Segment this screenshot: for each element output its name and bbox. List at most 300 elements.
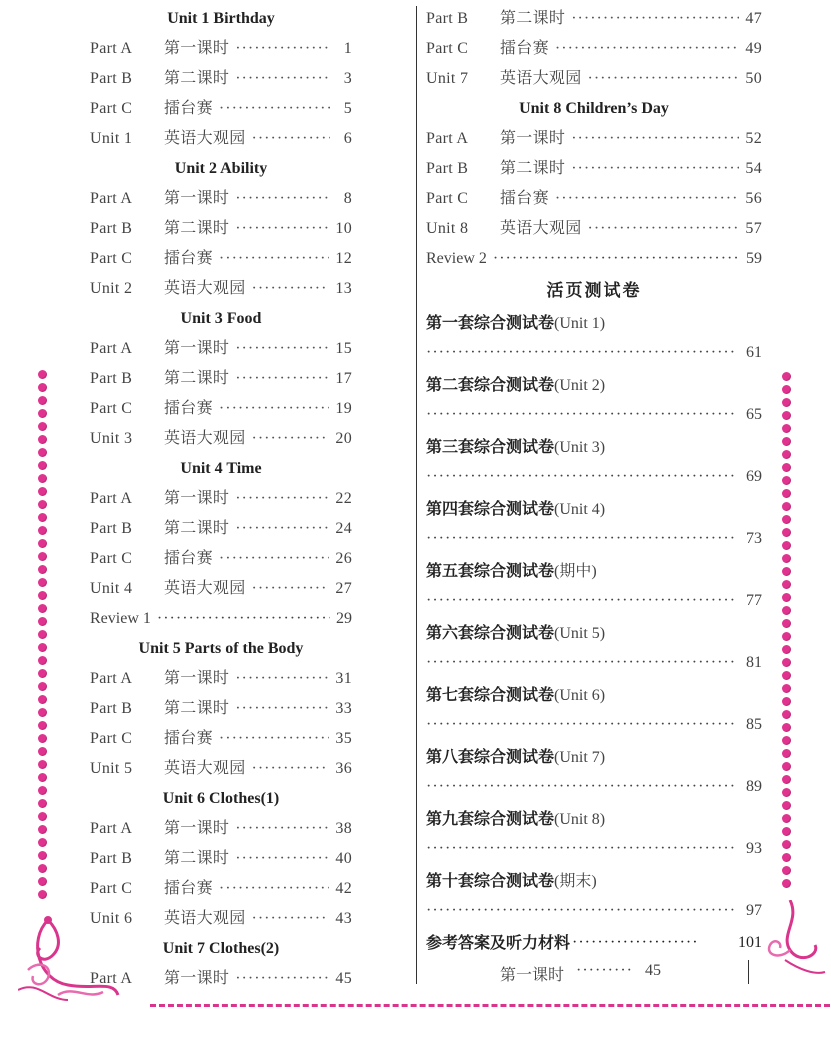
toc-right-column	[426, 4, 762, 958]
test-entry[interactable]	[426, 742, 762, 804]
entry-page: 15	[335, 340, 352, 357]
test-name: 第九套综合测试卷	[426, 809, 555, 828]
entry-page: 47	[745, 10, 762, 27]
leader-dots	[219, 874, 329, 904]
entry-part: Unit 7	[426, 70, 469, 87]
footer-dots: ·········	[576, 962, 633, 979]
toc-entry-u7-3[interactable]	[426, 64, 762, 94]
leader-dots	[252, 424, 330, 454]
test-page: 69	[746, 468, 762, 485]
footer-bar	[748, 960, 749, 984]
test-entry[interactable]	[426, 680, 762, 742]
test-page: 77	[746, 592, 762, 609]
toc-left-column	[90, 4, 352, 994]
toc-entry-u4-1[interactable]	[90, 514, 352, 544]
bead-dot	[38, 409, 47, 418]
entry-title: 第二课时	[164, 220, 230, 237]
leader-dots	[252, 574, 330, 604]
entry-title: 参考答案及听力材料	[426, 933, 571, 952]
leader-dots	[588, 64, 740, 94]
test-title	[426, 866, 762, 896]
test-name: 第七套综合测试卷	[426, 685, 555, 704]
leader-dots	[571, 4, 739, 34]
bead-dot	[38, 643, 47, 652]
toc-entry-u3-0[interactable]	[90, 334, 352, 364]
entry-part: Unit 4	[90, 580, 133, 597]
test-page: 89	[746, 778, 762, 795]
entry-part: Part A	[90, 820, 133, 837]
entry-title: 第一课时	[164, 340, 230, 357]
test-title	[426, 742, 762, 772]
toc-entry-u6-0[interactable]	[90, 814, 352, 844]
leader-dots	[493, 244, 740, 274]
entry-page: 45	[335, 970, 352, 987]
entry-part: Part C	[90, 730, 133, 747]
entry-page: 3	[343, 70, 352, 87]
bead-dot	[782, 775, 791, 784]
bead-dot	[782, 827, 791, 836]
entry-page: 13	[335, 280, 352, 297]
test-page-line	[426, 648, 762, 678]
entry-title: 英语大观园	[500, 220, 582, 237]
footer-page: 45	[644, 962, 661, 979]
entry-part: Unit 1	[90, 130, 133, 147]
test-page: 61	[746, 344, 762, 361]
toc-entry-u2-1[interactable]	[90, 214, 352, 244]
toc-entry-u5-2[interactable]	[90, 724, 352, 754]
entry-title: 第二课时	[164, 520, 230, 537]
toc-entry-u5-0[interactable]	[90, 664, 352, 694]
leader-dots	[235, 964, 329, 994]
bead-dot	[782, 671, 791, 680]
test-unit: (Unit 4)	[554, 501, 606, 518]
toc-entry-review-2[interactable]	[426, 244, 762, 274]
test-unit: (Unit 3)	[554, 439, 606, 456]
bead-dot	[782, 450, 791, 459]
test-unit: (Unit 6)	[554, 687, 606, 704]
bead-dot	[38, 734, 47, 743]
entry-page: 6	[343, 130, 352, 147]
bead-dot	[782, 580, 791, 589]
entry-part: Unit 6	[90, 910, 133, 927]
bead-dot	[38, 682, 47, 691]
leader-dots	[426, 772, 736, 802]
toc-entry-u1-1[interactable]	[90, 64, 352, 94]
test-name: 第二套综合测试卷	[426, 375, 555, 394]
test-page: 65	[746, 406, 762, 423]
toc-entry-u6-1[interactable]	[90, 844, 352, 874]
test-page-line	[426, 896, 762, 926]
toc-entry-u8-3[interactable]	[426, 214, 762, 244]
bead-dot	[38, 500, 47, 509]
entry-part: Part A	[426, 130, 469, 147]
entry-page: 57	[745, 220, 762, 237]
bead-dot	[38, 513, 47, 522]
entry-title: 英语大观园	[164, 130, 246, 147]
bead-dot	[38, 773, 47, 782]
bead-dot	[782, 840, 791, 849]
entry-title: 第一课时	[164, 820, 230, 837]
test-page-line	[426, 586, 762, 616]
test-unit: (Unit 5)	[554, 625, 606, 642]
bead-dot	[38, 370, 47, 379]
test-name: 第五套综合测试卷	[426, 561, 555, 580]
leader-dots	[235, 814, 329, 844]
entry-part: Part B	[90, 700, 133, 717]
leader-dots	[235, 694, 329, 724]
toc-entry-u7-1[interactable]	[426, 4, 762, 34]
bead-dot	[782, 411, 791, 420]
entry-title: 英语大观园	[164, 760, 246, 777]
bead-dot	[782, 385, 791, 394]
entry-page: 12	[335, 250, 352, 267]
bead-dot	[782, 567, 791, 576]
entry-page: 101	[738, 934, 762, 951]
entry-page: 22	[335, 490, 352, 507]
leader-dots	[235, 214, 329, 244]
bead-dot	[38, 812, 47, 821]
toc-entry-u4-2[interactable]	[90, 544, 352, 574]
entry-part: Part A	[90, 40, 133, 57]
entry-page: 42	[335, 880, 352, 897]
test-page-line	[426, 462, 762, 492]
bead-dot	[38, 578, 47, 587]
bead-dot	[38, 656, 47, 665]
unit-heading: Unit 4 Time	[180, 460, 262, 477]
entry-part: Part B	[90, 850, 133, 867]
test-title	[426, 432, 762, 462]
bead-dot	[38, 760, 47, 769]
entry-part: Part A	[90, 190, 133, 207]
entry-page: 38	[335, 820, 352, 837]
toc-entry-u1-0[interactable]	[90, 34, 352, 64]
bead-dot	[782, 541, 791, 550]
entry-page: 17	[335, 370, 352, 387]
test-entry[interactable]	[426, 494, 762, 556]
footer-title: 第一课时	[500, 967, 565, 984]
entry-title: 擂台赛	[164, 250, 213, 267]
toc-entry-u4-3[interactable]	[90, 574, 352, 604]
entry-part: Part A	[90, 340, 133, 357]
bead-dot	[38, 422, 47, 431]
bead-dot	[38, 721, 47, 730]
test-entry[interactable]	[426, 556, 762, 618]
footer-dashed-line	[150, 1004, 830, 1007]
bead-dot	[782, 372, 791, 381]
entry-title: 第一课时	[164, 190, 230, 207]
bead-dot	[782, 788, 791, 797]
leader-dots	[426, 834, 736, 864]
toc-entry-u6-2[interactable]	[90, 874, 352, 904]
test-unit: (Unit 2)	[554, 377, 606, 394]
bead-dot	[38, 617, 47, 626]
entry-title: 英语大观园	[164, 580, 246, 597]
entry-page: 5	[343, 100, 352, 117]
entry-page: 50	[745, 70, 762, 87]
test-page: 85	[746, 716, 762, 733]
test-unit: (期末)	[554, 873, 597, 890]
toc-entry-u2-3[interactable]	[90, 274, 352, 304]
leader-dots	[588, 214, 740, 244]
test-unit: (Unit 7)	[554, 749, 606, 766]
test-title	[426, 556, 762, 586]
entry-part: Part C	[90, 880, 133, 897]
test-entry[interactable]	[426, 618, 762, 680]
test-unit: (Unit 1)	[554, 315, 606, 332]
test-page-line	[426, 400, 762, 430]
entry-page: 20	[335, 430, 352, 447]
entry-part: Part B	[90, 370, 133, 387]
toc-entry-u3-2[interactable]	[90, 394, 352, 424]
test-page-line	[426, 710, 762, 740]
right-swirl-ornament	[760, 900, 830, 980]
entry-title: 擂台赛	[164, 730, 213, 747]
bead-dot	[38, 864, 47, 873]
bead-dot	[782, 853, 791, 862]
entry-page: 56	[745, 190, 762, 207]
entry-title: 英语大观园	[500, 70, 582, 87]
leader-dots	[555, 184, 739, 214]
entry-title: 擂台赛	[500, 190, 549, 207]
left-bead-border	[36, 370, 48, 903]
bead-dot	[38, 630, 47, 639]
bead-dot	[782, 619, 791, 628]
leader-dots	[571, 154, 739, 184]
toc-entry-u1-3[interactable]	[90, 124, 352, 154]
bead-dot	[782, 762, 791, 771]
bead-dot	[782, 801, 791, 810]
bead-dot	[782, 814, 791, 823]
bead-dot	[782, 736, 791, 745]
tests-section-heading: 活页测试卷	[546, 281, 642, 301]
bead-dot	[782, 554, 791, 563]
toc-entry-review[interactable]	[90, 604, 352, 634]
column-divider	[416, 6, 417, 984]
entry-title: 擂台赛	[164, 880, 213, 897]
entry-title: 擂台赛	[164, 550, 213, 567]
leader-dots	[235, 64, 330, 94]
entry-page: 49	[745, 40, 762, 57]
toc-entry-u3-3[interactable]	[90, 424, 352, 454]
bead-dot	[782, 632, 791, 641]
leader-dots	[555, 34, 739, 64]
bead-dot	[38, 669, 47, 678]
bead-dot	[38, 565, 47, 574]
test-title	[426, 618, 762, 648]
toc-entry-u7-2[interactable]	[426, 34, 762, 64]
entry-part: Part B	[90, 520, 133, 537]
bead-dot	[38, 552, 47, 561]
bead-dot	[782, 749, 791, 758]
test-entry[interactable]	[426, 308, 762, 370]
leader-dots	[426, 338, 736, 368]
test-entry[interactable]	[426, 432, 762, 494]
bead-dot	[38, 487, 47, 496]
toc-entry-u4-0[interactable]	[90, 484, 352, 514]
entry-page: 29	[336, 610, 352, 627]
entry-title: 第一课时	[500, 130, 566, 147]
test-page: 97	[746, 902, 762, 919]
entry-title: 英语大观园	[164, 430, 246, 447]
test-page-line	[426, 338, 762, 368]
entry-label: Review 2	[426, 250, 487, 267]
leader-dots	[219, 244, 329, 274]
leader-dots	[235, 484, 329, 514]
bead-dot	[38, 539, 47, 548]
unit-heading: Unit 7 Clothes(2)	[162, 940, 280, 957]
bead-dot	[782, 398, 791, 407]
bead-dot	[782, 879, 791, 888]
entry-title: 第一课时	[164, 490, 230, 507]
entry-part: Part B	[90, 220, 133, 237]
bead-dot	[782, 476, 791, 485]
leader-dots	[235, 184, 330, 214]
toc-entry-u2-0[interactable]	[90, 184, 352, 214]
entry-part: Unit 2	[90, 280, 133, 297]
test-entry[interactable]	[426, 370, 762, 432]
entry-part: Part A	[90, 490, 133, 507]
bead-dot	[782, 866, 791, 875]
unit-heading: Unit 3 Food	[180, 310, 262, 327]
entry-part: Part A	[90, 670, 133, 687]
test-name: 第三套综合测试卷	[426, 437, 555, 456]
entry-part: Part C	[426, 40, 469, 57]
entry-title: 第二课时	[500, 10, 566, 27]
toc-entry-u5-3[interactable]	[90, 754, 352, 784]
leader-dots	[235, 514, 329, 544]
entry-part: Part B	[426, 10, 469, 27]
entry-title: 擂台赛	[164, 400, 213, 417]
bead-dot	[782, 489, 791, 498]
unit-heading: Unit 5 Parts of the Body	[138, 640, 304, 657]
toc-entry-u7-0[interactable]	[90, 964, 352, 994]
entry-title: 英语大观园	[164, 280, 246, 297]
entry-title: 英语大观园	[164, 910, 246, 927]
bead-dot	[782, 684, 791, 693]
leader-dots	[426, 586, 736, 616]
bead-dot	[782, 697, 791, 706]
test-page-line	[426, 524, 762, 554]
entry-title: 第二课时	[500, 160, 566, 177]
bead-dot	[782, 515, 791, 524]
unit-heading: Unit 8 Children’s Day	[519, 100, 669, 117]
bead-dot	[782, 437, 791, 446]
entry-part: Unit 3	[90, 430, 133, 447]
leader-dots	[571, 124, 739, 154]
test-page-line	[426, 772, 762, 802]
toc-entry-u8-2[interactable]	[426, 184, 762, 214]
entry-label: Review 1	[90, 610, 151, 627]
entry-page: 52	[745, 130, 762, 147]
toc-entry-u6-3[interactable]	[90, 904, 352, 934]
entry-part: Part A	[90, 970, 133, 987]
leader-dots	[157, 604, 330, 634]
leader-dots	[235, 34, 330, 64]
test-entry[interactable]	[426, 866, 762, 928]
entry-part: Part B	[90, 70, 133, 87]
leader-dots	[426, 462, 736, 492]
leader-dots	[219, 394, 329, 424]
bead-dot	[782, 606, 791, 615]
bead-dot	[38, 591, 47, 600]
leader-dots	[426, 648, 736, 678]
bead-dot	[782, 645, 791, 654]
leader-dots	[235, 844, 329, 874]
bead-dot	[38, 747, 47, 756]
toc-entry-u5-1[interactable]	[90, 694, 352, 724]
bead-dot	[782, 463, 791, 472]
bead-dot	[38, 435, 47, 444]
test-title	[426, 370, 762, 400]
test-page: 73	[746, 530, 762, 547]
leader-dots	[426, 710, 736, 740]
test-name: 第八套综合测试卷	[426, 747, 555, 766]
bead-dot	[782, 593, 791, 602]
unit-heading: Unit 2 Ability	[174, 160, 268, 177]
bead-dot	[38, 526, 47, 535]
entry-page: 40	[335, 850, 352, 867]
bead-dot	[38, 396, 47, 405]
toc-entry-u8-0[interactable]	[426, 124, 762, 154]
entry-title: 第一课时	[164, 40, 230, 57]
entry-part: Unit 5	[90, 760, 133, 777]
entry-part: Part C	[90, 250, 133, 267]
entry-page: 35	[335, 730, 352, 747]
test-entry[interactable]	[426, 804, 762, 866]
entry-page: 36	[335, 760, 352, 777]
test-unit: (期中)	[554, 563, 597, 580]
toc-entry-u8-1[interactable]	[426, 154, 762, 184]
bead-dot	[782, 528, 791, 537]
leader-dots	[252, 124, 330, 154]
entry-part: Part C	[426, 190, 469, 207]
bead-dot	[782, 658, 791, 667]
page-footer	[500, 962, 661, 985]
entry-part: Part B	[426, 160, 469, 177]
entry-title: 第二课时	[164, 70, 230, 87]
bead-dot	[782, 710, 791, 719]
entry-part: Part C	[90, 550, 133, 567]
entry-part: Unit 8	[426, 220, 469, 237]
entry-page: 10	[335, 220, 352, 237]
bead-dot	[38, 461, 47, 470]
entry-page: 33	[335, 700, 352, 717]
bead-dot	[38, 474, 47, 483]
leader-dots	[219, 724, 329, 754]
test-title	[426, 308, 762, 338]
entry-title: 擂台赛	[500, 40, 549, 57]
entry-title: 第二课时	[164, 370, 230, 387]
entry-page: 8	[343, 190, 352, 207]
test-name: 第六套综合测试卷	[426, 623, 555, 642]
entry-title: 第一课时	[164, 670, 230, 687]
bead-dot	[782, 424, 791, 433]
bead-dot	[38, 825, 47, 834]
bead-dot	[38, 890, 47, 899]
entry-title: 第二课时	[164, 700, 230, 717]
toc-entry-u3-1[interactable]	[90, 364, 352, 394]
entry-page: 1	[343, 40, 352, 57]
test-page: 93	[746, 840, 762, 857]
toc-entry-answers[interactable]	[426, 928, 762, 958]
leader-dots	[426, 896, 736, 926]
bead-dot	[38, 448, 47, 457]
entry-page: 59	[746, 250, 762, 267]
toc-entry-u2-2[interactable]	[90, 244, 352, 274]
toc-entry-u1-2[interactable]	[90, 94, 352, 124]
test-title	[426, 680, 762, 710]
unit-heading: Unit 6 Clothes(1)	[162, 790, 280, 807]
